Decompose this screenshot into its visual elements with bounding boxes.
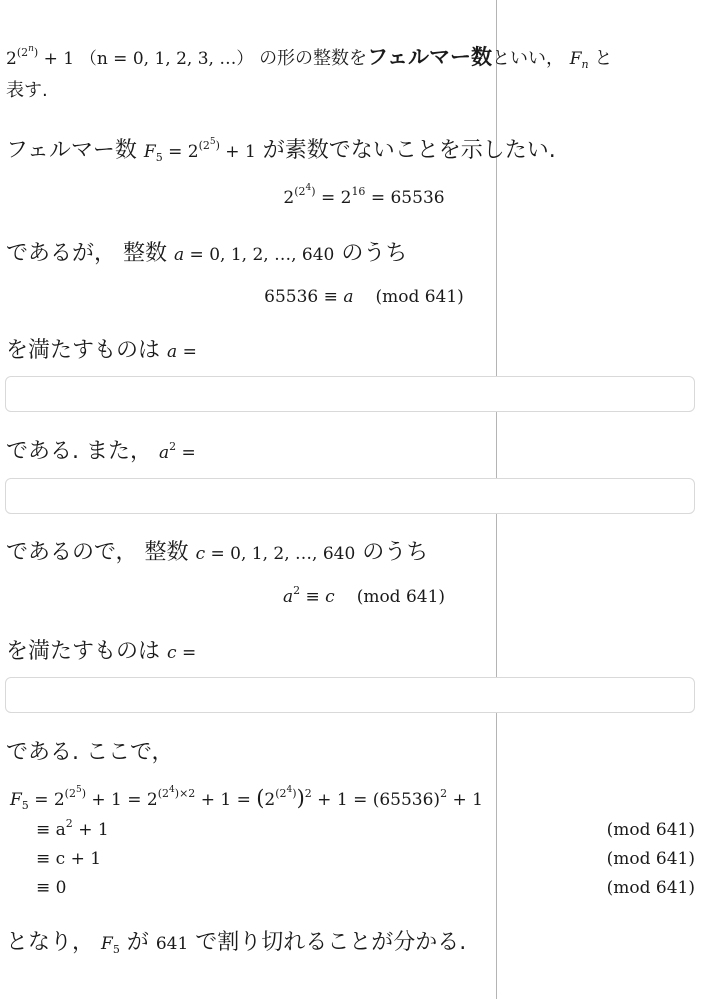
goal-text: フェルマー数 (6, 138, 137, 163)
prompt-a: を満たすものは a = (6, 338, 197, 363)
here-text: である. ここで， (6, 740, 174, 765)
mid-eq: = (181, 443, 196, 463)
term-fermat-number: フェルマー数 (367, 45, 493, 69)
equation-congruence-a: 65536 ≡ a (mod 641) (264, 287, 464, 307)
mid-text: である. また， (6, 439, 152, 464)
answer-c-input[interactable] (5, 677, 695, 713)
goal-statement: フェルマー数 $F_5 = 2^{(2^5)} + 1$ が素数でないことを示したい. (6, 137, 556, 164)
answer-a-squared-input[interactable] (5, 478, 695, 514)
equation-congruence-c: $a^2 \equiv c$ (mod 641) (282, 584, 446, 607)
intro-paragraph: $2^{(2^n)} + 1$ （n = 0, 1, 2, 3, …） の形の整数をフェルマー数といい， $F_n$ と (6, 44, 613, 71)
intro-text-2: といい， (492, 48, 565, 69)
goal-text-2: が素数でないことを示したい. (262, 138, 556, 163)
derivation-line-2: ≡ $a^2 + 1$ (36, 817, 109, 840)
derivation-line1-tail: = (65536) (353, 790, 441, 810)
step2-tail: のうち (362, 540, 429, 565)
derivation-mod-2: (mod 641) (606, 849, 695, 869)
derivation-mod-1: (mod 641) (606, 820, 695, 840)
conclusion-text: となり， $F_5$ が 641 で割り切れることが分かる. (6, 930, 467, 956)
intro-n-range: （n = 0, 1, 2, 3, …） (79, 49, 254, 69)
step2-range: = 0, 1, 2, …, 640 (210, 544, 356, 564)
step1-text: であるが， 整数 a = 0, 1, 2, …, 640 のうち (6, 241, 408, 266)
step1-range: = 0, 1, 2, …, 640 (189, 245, 335, 265)
eq2-mod: (mod 641) (375, 287, 464, 307)
derivation-line-3: ≡ c + 1 (36, 849, 102, 869)
eq1-rhs: = 65536 (370, 188, 445, 208)
step1-tail: のうち (341, 241, 408, 266)
conclusion-641: 641 (155, 934, 189, 954)
eq2-lhs: 65536 ≡ (264, 287, 338, 307)
equation-2-pow-16: $2^{(2^4)} = 2^{16} = 65536$ (283, 183, 445, 208)
eq3-mod: (mod 641) (356, 587, 446, 607)
step2-lead: であるので， 整数 (6, 540, 189, 565)
prompt-c-text: を満たすものは (6, 639, 161, 664)
intro-text-3: と (594, 48, 613, 69)
answer-a-input[interactable] (5, 376, 695, 412)
intro-text: の形の整数を (259, 48, 368, 69)
prompt-a-text: を満たすものは (6, 338, 161, 363)
intro-line2: 表す. (6, 80, 48, 101)
conclusion-tail: で割り切れることが分かる. (195, 930, 467, 955)
derivation-line2-text: ≡ a (36, 820, 66, 840)
eq3-equiv: ≡ (305, 587, 320, 607)
derivation-line-1: $F_5 = 2^{(2^5)} + 1 = 2^{(2^4)\times 2} + 1 = (2^{(2^4)})^2 + 1 = (65536)^2 + 1$ (10, 785, 483, 812)
step1-lead: であるが， 整数 (6, 241, 167, 266)
prompt-c-eq: = (181, 643, 197, 663)
derivation-mod-3: (mod 641) (606, 878, 695, 898)
conclusion-mid: が (126, 930, 149, 955)
derivation-line-4: ≡ 0 (36, 878, 67, 898)
step2-text: であるので， 整数 c = 0, 1, 2, …, 640 のうち (6, 540, 429, 565)
conclusion-lead: となり， (6, 930, 95, 955)
prompt-c: を満たすものは c = (6, 639, 197, 664)
prompt-a-eq: = (182, 342, 197, 362)
then-a-squared: である. また， $a^2$ = (6, 439, 196, 464)
